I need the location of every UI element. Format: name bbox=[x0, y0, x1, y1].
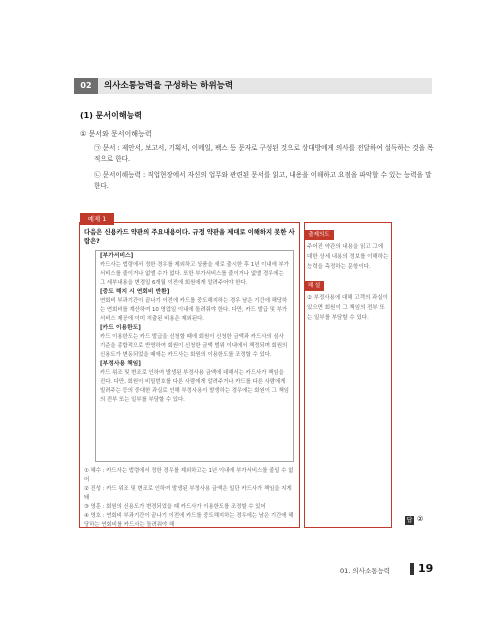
option-4: ④ 영호 : 연회비 부과기간이 끝나기 이전에 카드를 중도해지하는 경우에는 남은 기간에 해당하는 연회비를 카드사는 돌려줘야 해 bbox=[84, 513, 294, 528]
item-1-label: ① 문서와 문서이해능력 bbox=[80, 130, 152, 138]
side-label-explanation: 해 설 bbox=[304, 281, 324, 291]
answer-mark: ② bbox=[417, 515, 424, 523]
terms-body: 카드사는 법령에서 정한 경우를 제외하고 상품을 새로 출시한 후 1년 이내에 부가서비스를 줄이거나 없앨 수가 없다. 또한 부가서비스를 줄이거나 없앨 경우에는 그 세부내용을 변경일 6개월 이전에 회원에게 알려주어야 한다. bbox=[100, 262, 289, 286]
page-number: 19 bbox=[418, 562, 434, 575]
option-3: ③ 영훈 : 회원의 신용도가 변경되었을 때 카드사가 이용한도를 조정할 수 있어 bbox=[84, 504, 266, 510]
section-title: 의사소통능력을 구성하는 하위능력 bbox=[104, 81, 234, 91]
terms-body: 카드 위조 및 변조로 인하여 발생된 부정사용 금액에 대해서는 카드사가 책임을 진다. 다만, 회원이 비밀번호를 다른 사람에게 알려주거나 카드를 다른 사람에게 빌려주는 등의 중대한 과실로 인해 부정사용이 발생하는 경우에는 회원이 그 책임의 전부 또는 일부를 부담할 수 있다. bbox=[100, 370, 289, 403]
footer-divider bbox=[410, 563, 414, 575]
option-1: ① 혜수 : 카드사는 법령에서 정한 경우를 제외하고는 1년 이내에 부가서비스를 줄일 수 없어 bbox=[84, 468, 294, 483]
side-label-intent: 출제의도 bbox=[304, 230, 334, 240]
terms-heading: [카드 이용한도] bbox=[100, 325, 141, 331]
terms-body: 연회비 부과기간이 끝나기 이전에 카드를 중도해지하는 경우 남은 기간에 해당하는 연회비를 계산하여 10 영업일 이내에 돌려줘야 한다. 다만, 카드 발급 및 부가서비스 제공에 이미 지출된 비용은 제외된다. bbox=[100, 298, 288, 322]
side-text-intent: 주어진 약관의 내용을 읽고 그에 대한 상세 내용의 정보를 이해하는 능력을 측정하는 문항이다. bbox=[307, 244, 389, 270]
answer-options bbox=[84, 467, 296, 530]
terms-box bbox=[95, 250, 294, 462]
item-b-text: ㉡ 문서이해능력 : 직업현장에서 자신의 업무와 관련된 문서를 읽고, 내용을 이해하고 요점을 파악할 수 있는 능력을 말한다. bbox=[94, 171, 432, 190]
example-question: 다음은 신용카드 약관의 주요내용이다. 규정 약관을 제대로 이해하지 못한 사람은? bbox=[84, 229, 295, 245]
example-label: 예제 1 bbox=[80, 213, 114, 225]
terms-heading: [부정사용 책임] bbox=[100, 361, 141, 367]
subsection-title: (1) 문서이해능력 bbox=[80, 111, 143, 120]
option-2: ② 진성 : 카드 위조 및 변조로 인하여 발생된 부정사용 금액은 일단 카드사가 책임을 지게 돼 bbox=[84, 486, 292, 501]
terms-heading: [부가서비스] bbox=[100, 253, 134, 259]
terms-body: 카드 이용한도는 카드 발급을 신청할 때에 회원이 신청한 금액과 카드사의 심사 기준을 종합적으로 반영하여 회원이 신청한 금액 범위 이내에서 책정되며 회원의 신용도가 변동되었을 때에는 카드사는 회원의 이용한도를 조정할 수 있다. bbox=[100, 334, 288, 358]
side-text-explanation: ② 부정사용에 대해 고객의 과실이 있으면 회원이 그 책임의 전부 또는 일부를 부담할 수 있다. bbox=[307, 295, 388, 321]
section-number-badge: 02 bbox=[74, 78, 98, 94]
item-a-text: ㉠ 문서 : 제안서, 보고서, 기획서, 이메일, 팩스 등 문자로 구성된 것으로 상대방에게 의사를 전달하여 설득하는 것을 목적으로 한다. bbox=[94, 144, 434, 163]
answer-badge: 답 bbox=[406, 517, 413, 524]
terms-heading: [중도 해지 시 연회비 반환] bbox=[100, 289, 170, 295]
footer-chapter: 01. 의사소통능력 bbox=[340, 567, 391, 575]
